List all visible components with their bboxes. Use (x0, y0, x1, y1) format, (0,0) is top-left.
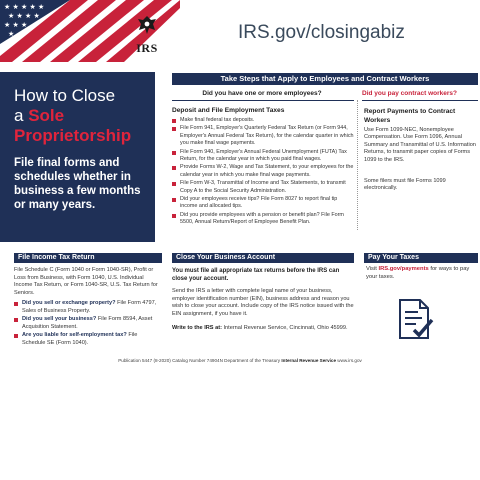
contract-workers-question: Did you pay contract workers? (362, 90, 457, 97)
svg-text:★ ★ ★ ★: ★ ★ ★ ★ (8, 12, 40, 20)
item-answer: File Form 8594, Asset Acquisition Statement. (22, 316, 153, 330)
site-url[interactable]: IRS.gov/closingabiz (238, 22, 405, 43)
title-line-2a: a (14, 106, 29, 125)
title-panel (0, 72, 155, 242)
close-account-header-bar: Close Your Business Account (172, 253, 354, 263)
close-account-lead: You must file all appropriate tax returns before the IRS can close your account. (172, 268, 340, 282)
report-note: Some filers must file Forms 1099 electronically. (364, 178, 446, 192)
item-answer: File Form 4797, Sales of Business Property. (22, 300, 157, 314)
pay-text-a: Visit (366, 266, 379, 272)
svg-text:★ ★ ★: ★ ★ ★ (4, 21, 28, 29)
steps-header-bar: Take Steps that Apply to Employees and Contract Workers (172, 73, 478, 85)
list-item (14, 332, 162, 347)
subtitle: File final forms and schedules whether in business a few months or many years. (14, 157, 141, 211)
list-item: Did your employees receive tips? File Form 8027 to report final tip income and allocated tips. (172, 196, 354, 211)
list-item: Provide Forms W-2, Wage and Tax Statement, to your employees for the calendar year in which you make final wage payments. (172, 164, 354, 179)
footer (0, 358, 480, 363)
footer-agency: Internal Revenue Service (281, 358, 337, 363)
write-to-irs (172, 325, 354, 333)
svg-text:★: ★ (8, 30, 15, 38)
svg-text:★ ★ ★ ★ ★: ★ ★ ★ ★ ★ (4, 3, 45, 11)
pay-taxes-header-bar: Pay Your Taxes (364, 253, 478, 263)
title-line-2 (14, 106, 145, 126)
item-question: Did you sell your business? (22, 316, 97, 323)
dotted-divider (357, 100, 358, 230)
write-address: Internal Revenue Service, Cincinnati, Ohio 45999. (221, 325, 348, 331)
list-item: Make final federal tax deposits. (172, 117, 354, 124)
page-title (14, 86, 145, 146)
deposit-list (172, 117, 354, 228)
file-income-header-bar: File Income Tax Return (14, 253, 162, 263)
footer-text-b: www.irs.gov (336, 358, 362, 363)
deposit-title: Deposit and File Employment Taxes (172, 107, 285, 114)
title-line-3: Proprietorship (14, 126, 132, 145)
pay-text-b: for ways to pay your taxes. (366, 266, 470, 280)
item-question: Are you liable for self-employment tax? (22, 332, 127, 339)
list-item (14, 300, 162, 315)
irs-logo (133, 14, 161, 54)
pay-taxes-body (366, 266, 476, 282)
divider-employees (172, 100, 354, 101)
footer-text-a: Publication 5447 (8-2020) Catalog Number 74904N Department of the Treasury (118, 358, 282, 363)
list-item: File Form W-3, Transmittal of Income and Tax Statements, to transmit Copy A to the Social Security Administration. (172, 180, 354, 195)
title-line-2b: Sole (28, 106, 65, 125)
list-item: File Form 941, Employer's Quarterly Federal Tax Return (or Form 944, Employer's Annual Federal Tax Return), for the calendar quarter in which you make final wage payments. (172, 125, 354, 147)
list-item: Did you provide employees with a pension or benefit plan? File Form 5500, Annual Return/Report of Employee Benefit Plan. (172, 212, 354, 227)
file-income-list (14, 300, 162, 349)
close-account-body: Send the IRS a letter with complete legal name of your business, employer identification number (EIN), business address and reason you wish to close your account. Include copy of the IRS notice issued with the EIN assignment, if you have it. (172, 288, 354, 317)
logo-text: IRS (136, 41, 158, 55)
payments-link[interactable]: IRS.gov/payments (378, 266, 429, 272)
item-answer: File Schedule SE (Form 1040). (22, 332, 138, 346)
eagle-icon (134, 14, 160, 36)
list-item (14, 316, 162, 331)
write-label: Write to the IRS at: (172, 325, 222, 331)
list-item: File Form 940, Employer's Annual Federal Unemployment (FUTA) Tax Return, for the calendar year in which you paid final wages. (172, 149, 354, 164)
item-question: Did you sell or exchange property? (22, 300, 116, 306)
divider-contract (362, 100, 478, 101)
title-line-1: How to Close (14, 86, 116, 105)
report-title: Report Payments to Contract Workers (364, 108, 456, 124)
employees-question: Did you have one or more employees? (202, 90, 322, 97)
file-income-body: File Schedule C (Form 1040 or Form 1040-SR), Profit or Loss from Business, with Form 1040, U.S. Individual Income Tax Return, or Form 1040-SR, U.S. Tax Return for Seniors. (14, 267, 158, 296)
report-body: Use Form 1099-NEC, Nonemployee Compensation. Use Form 1096, Annual Summary and Transmittal of U.S. Information Returns, to transmit paper copies of Forms 1099 to the IRS. (364, 127, 476, 163)
document-check-icon (396, 298, 436, 340)
